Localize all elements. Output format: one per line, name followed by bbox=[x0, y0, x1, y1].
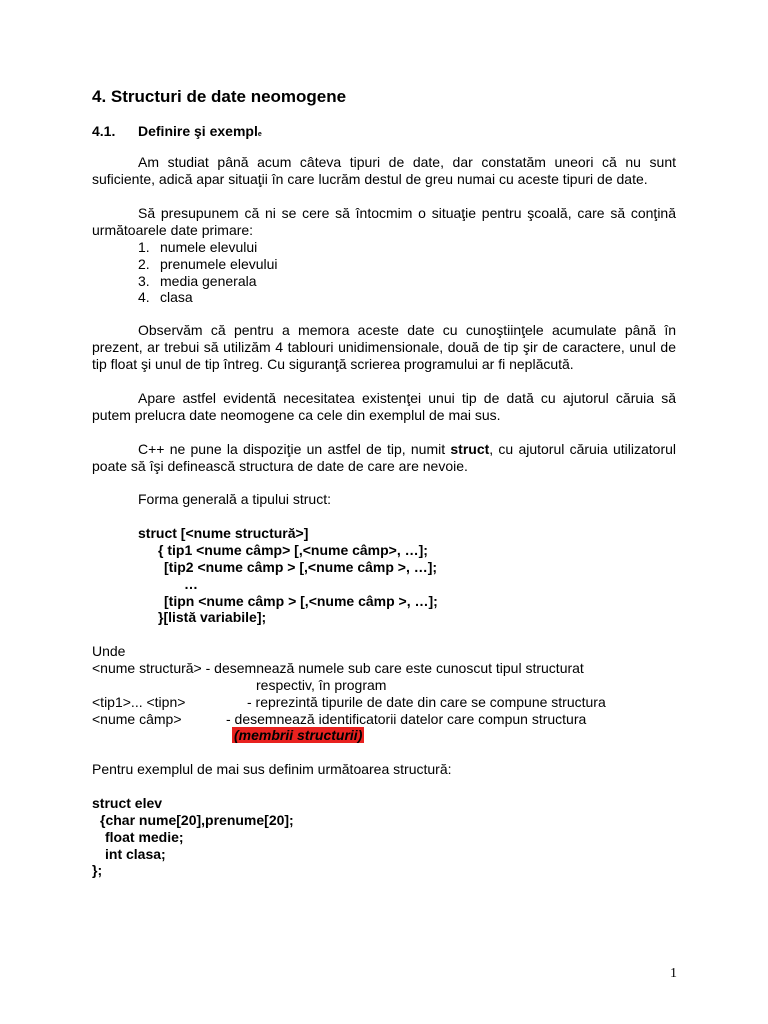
syntax-line: [tipn <nume câmp > [,<nume câmp >, …]; bbox=[164, 593, 438, 609]
syntax-line: }[listă variabile]; bbox=[158, 609, 267, 625]
section-title bbox=[92, 123, 262, 139]
definitions-label: Unde bbox=[92, 643, 126, 659]
keyword-struct: struct bbox=[450, 441, 490, 457]
definition-term: <nume structură> bbox=[92, 660, 202, 676]
paragraph-school-situation: Să presupunem că ni se cere să întocmim o situaţie pentru şcoală, care să conţină următoarele date primare: bbox=[92, 205, 676, 238]
paragraph-struct-intro: C++ ne pune la dispoziţie un astfel de tip, numit struct, cu ajutorul căruia utilizatorul poate să îşi definească structura de date de care are nevoie. bbox=[92, 441, 676, 474]
definition-row bbox=[92, 660, 584, 677]
example-code-line: {char nume[20],prenume[20]; bbox=[100, 812, 294, 828]
chapter-title: 4. Structuri de date neomogene bbox=[92, 87, 347, 106]
list-item: 1. numele elevului bbox=[138, 239, 258, 255]
example-code-line: int clasa; bbox=[105, 846, 166, 862]
list-item: 2. prenumele elevului bbox=[138, 255, 278, 272]
highlighted-note bbox=[232, 727, 364, 744]
definition-description: - desemnează identificatorii datelor care compun structura bbox=[226, 711, 587, 727]
definition-term: <nume câmp> bbox=[92, 711, 182, 727]
syntax-line: struct [<nume structură>] bbox=[138, 525, 309, 541]
data-list bbox=[138, 239, 278, 306]
definition-row bbox=[92, 711, 586, 728]
paragraph-necessity: Apare astfel evidentă necesitatea existenţei unui tip de dată cu ajutorul căruia să putem prelucra date neomogene ca cele din exemplul de mai sus. bbox=[92, 390, 676, 423]
section-number: 4.1. bbox=[92, 123, 116, 139]
syntax-line: { tip1 <nume câmp> [,<nume câmp>, …]; bbox=[158, 542, 428, 558]
syntax-line: … bbox=[184, 576, 198, 592]
section-title-tail: e bbox=[257, 131, 262, 138]
list-item: 4. clasa bbox=[138, 289, 193, 306]
definition-continuation: respectiv, în program bbox=[256, 677, 387, 693]
highlight-members: (membrii structurii) bbox=[234, 727, 363, 743]
definition-description: - desemnează numele sub care este cunoscut tipul structurat bbox=[201, 660, 584, 676]
example-code-line: struct elev bbox=[92, 795, 163, 811]
example-code-line: float medie; bbox=[105, 829, 184, 845]
paragraph-intro: Am studiat până acum câteva tipuri de date, dar constatăm uneori că nu sunt suficiente, adică apar situaţii în care lucrăm destul de greu numai cu aceste tipuri de date. bbox=[92, 154, 676, 187]
definition-term: <tip1>... <tipn> bbox=[92, 694, 186, 710]
definition-row bbox=[92, 694, 606, 711]
paragraph-general-form: Forma generală a tipului struct: bbox=[138, 491, 331, 507]
example-intro: Pentru exemplul de mai sus definim următoarea structură: bbox=[92, 761, 452, 777]
list-item: 3. media generala bbox=[138, 272, 257, 289]
paragraph-observation: Observăm că pentru a memora aceste date cu cunoştiinţele acumulate până în prezent, ar trebui să utilizăm 4 tablouri unidimensionale, două de tip şir de caractere, unul de tip float şi unul de tip întreg. Cu siguranţă scrierea programului ar fi neplăcută. bbox=[92, 322, 676, 372]
page-number: 1 bbox=[670, 966, 677, 981]
section-title-text: Definire şi exempl bbox=[138, 123, 258, 139]
example-code-line: }; bbox=[92, 862, 103, 878]
syntax-line: [tip2 <nume câmp > [,<nume câmp >, …]; bbox=[164, 559, 438, 575]
definition-description: - reprezintă tipurile de date din care se compune structura bbox=[247, 694, 606, 710]
